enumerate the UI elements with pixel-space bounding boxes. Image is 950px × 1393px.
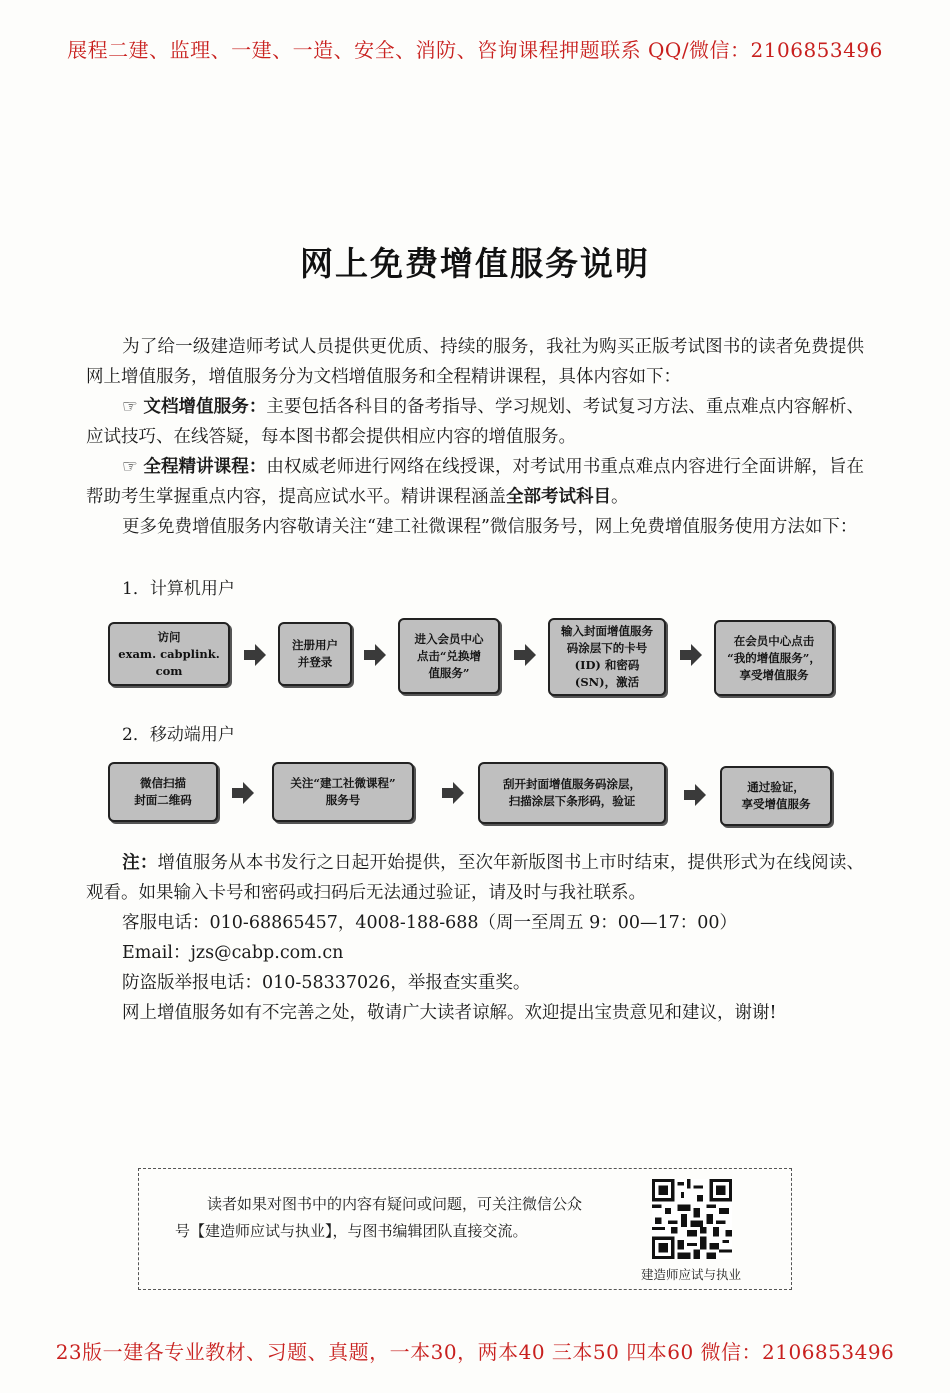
closing-line: 网上增值服务如有不完善之处，敬请广大读者谅解。欢迎提出宝贵意见和建议，谢谢! — [122, 1003, 777, 1023]
note-label: 注： — [122, 853, 158, 873]
course-service-bold: 全部考试科目 — [506, 487, 611, 507]
pc-step-5: 在会员中心点击 “我的增值服务”， 享受增值服务 — [714, 620, 834, 696]
mobile-heading: 2．移动端用户 — [122, 725, 235, 745]
arrow-right-icon — [440, 780, 466, 806]
qr-code-icon — [652, 1179, 732, 1259]
course-service-text: 由权威老师进行网络在线授课，对考试用书重点难点内容进行全面讲解，旨在帮助考生掌握重点内容，提高应试水平。精讲课程涵盖 — [86, 457, 865, 507]
more-text: 更多免费增值服务内容敬请关注“建工社微课程”微信服务号，网上免费增值服务使用方法如下： — [122, 517, 858, 537]
pc-step-3: 进入会员中心 点击“兑换增 值服务” — [398, 618, 500, 694]
mobile-step-1: 微信扫描 封面二维码 — [108, 762, 218, 822]
contact-text: 读者如果对图书中的内容有疑问或问题，可关注微信公众号【建造师应试与执业】，与图书编辑团队直接交流。 — [175, 1195, 583, 1240]
phone-line: 客服电话：010-68865457，4008-188-688（周一至周五 9：00—17：00） — [122, 913, 738, 933]
email-line: Email：jzs@cabp.com.cn — [122, 943, 344, 963]
arrow-right-icon — [678, 642, 704, 668]
doc-service-label: 文档增值服务： — [143, 397, 267, 417]
contact-box — [138, 1168, 792, 1290]
course-service-paragraph — [86, 452, 864, 512]
pc-heading: 1．计算机用户 — [122, 579, 235, 599]
course-service-label: 全程精讲课程： — [143, 457, 267, 477]
pc-step-4: 输入封面增值服务 码涂层下的卡号 (ID) 和密码 (SN)，激活 — [548, 618, 666, 696]
note-text: 增值服务从本书发行之日起开始提供，至次年新版图书上市时结束，提供形式为在线阅读、观看。如果输入卡号和密码或扫码后无法通过验证，请及时与我社联系。 — [86, 853, 864, 903]
arrow-right-icon — [362, 642, 388, 668]
pc-step-1: 访问 exam. cabplink. com — [108, 622, 230, 686]
qr-caption: 建造师应试与执业 — [640, 1267, 741, 1282]
top-banner: 展程二建、监理、一建、一造、安全、消防、咨询课程押题联系 QQ/微信：2106853496 — [67, 38, 883, 62]
bottom-banner: 23版一建各专业教材、习题、真题，一本30，两本40 三本50 四本60 微信：2106853496 — [55, 1340, 895, 1364]
mobile-step-4: 通过验证， 享受增值服务 — [720, 766, 832, 826]
course-service-end: 。 — [611, 487, 629, 507]
pointing-hand-icon: ☞ — [122, 457, 138, 477]
pointing-hand-icon: ☞ — [122, 397, 138, 417]
intro-paragraph — [86, 332, 864, 392]
page-title: 网上免费增值服务说明 — [300, 244, 650, 283]
arrow-right-icon — [682, 782, 708, 808]
arrow-right-icon — [242, 642, 268, 668]
doc-service-paragraph — [86, 392, 864, 452]
mobile-step-3: 刮开封面增值服务码涂层， 扫描涂层下条形码，验证 — [478, 762, 666, 824]
note-paragraph — [86, 848, 864, 908]
doc-service-text: 主要包括各科目的备考指导、学习规划、考试复习方法、重点难点内容解析、应试技巧、在线答疑，每本图书都会提供相应内容的增值服务。 — [86, 397, 865, 447]
piracy-line: 防盗版举报电话：010-58337026，举报查实重奖。 — [122, 973, 531, 993]
intro-text: 为了给一级建造师考试人员提供更优质、持续的服务，我社为购买正版考试图书的读者免费提供网上增值服务，增值服务分为文档增值服务和全程精讲课程，具体内容如下： — [86, 337, 864, 387]
pc-step-2: 注册用户 并登录 — [278, 622, 352, 686]
arrow-right-icon — [512, 642, 538, 668]
mobile-step-2: 关注“建工社微课程” 服务号 — [272, 762, 414, 822]
more-paragraph — [86, 512, 864, 542]
arrow-right-icon — [230, 780, 256, 806]
